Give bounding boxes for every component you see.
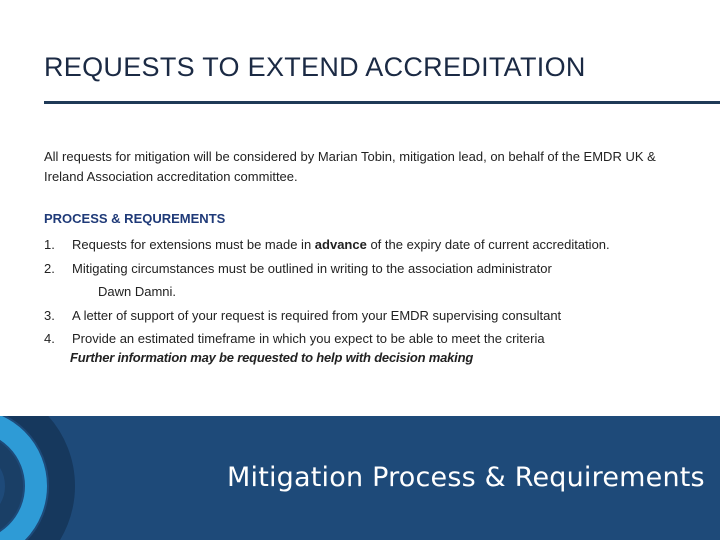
step-text: Mitigating circumstances must be outlined in writing to the association administrator (72, 260, 552, 276)
step-number: 1. (44, 237, 55, 252)
steps-list (44, 233, 704, 351)
list-item (44, 257, 704, 304)
ring-logo-icon (0, 416, 200, 540)
step-number: 4. (44, 331, 55, 346)
step-number: 2. (44, 260, 55, 276)
section-heading: PROCESS & REQUREMENTS (44, 211, 226, 226)
note-text: Further information may be requested to help with decision making (70, 350, 474, 365)
step-text: Provide an estimated timeframe in which you expect to be able to meet the criteria (72, 331, 545, 346)
list-item (44, 233, 704, 257)
list-item (44, 304, 704, 328)
step-continuation: Dawn Damni. (98, 284, 177, 299)
footer-banner (0, 416, 720, 540)
banner-title: Mitigation Process & Requirements (227, 462, 705, 493)
step-text: of the expiry date of current accreditation. (366, 237, 610, 252)
step-emphasis: advance (314, 237, 367, 252)
title-divider (44, 101, 720, 104)
list-item (44, 327, 704, 351)
step-number: 3. (44, 307, 55, 323)
step-text: Requests for extensions must be made in (72, 237, 315, 252)
slide-title: REQUESTS TO EXTEND ACCREDITATION (44, 52, 586, 82)
step-text: A letter of support of your request is required from your EMDR supervising consultant (72, 307, 562, 323)
intro-paragraph: All requests for mitigation will be considered by Marian Tobin, mitigation lead, on behalf of the EMDR UK & Ireland Association accreditation committee. (44, 149, 656, 184)
